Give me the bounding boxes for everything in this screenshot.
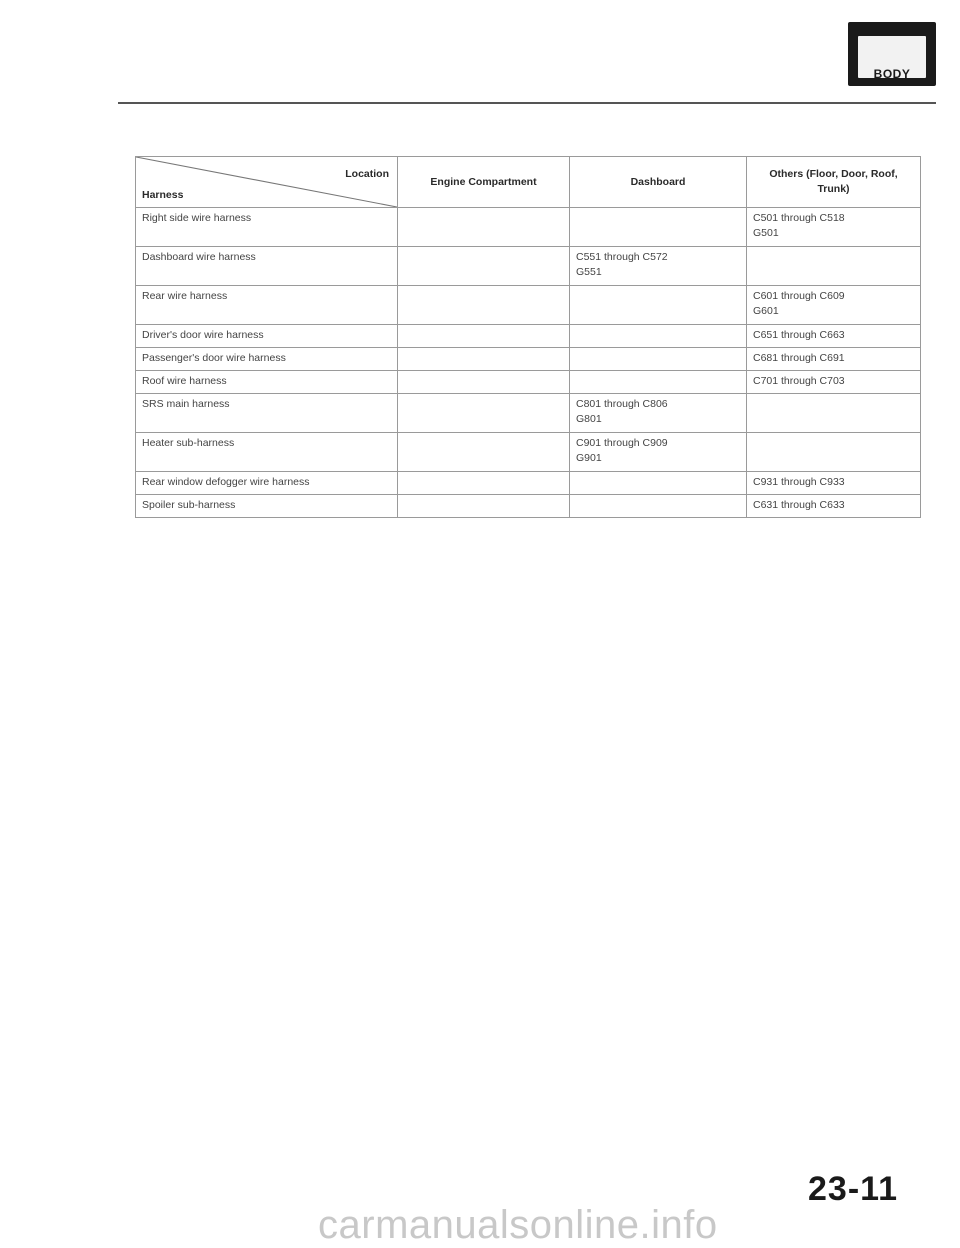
- others-connector-text: C681 through C691: [753, 352, 845, 364]
- table-row: [136, 495, 921, 518]
- harness-name-cell: Rear window defogger wire harness: [136, 472, 398, 495]
- dashboard-cell: [570, 394, 747, 433]
- header-location: Location: [345, 168, 389, 180]
- harness-location-table: [135, 156, 921, 518]
- harness-name-cell: Dashboard wire harness: [136, 247, 398, 286]
- engine-cell: [398, 208, 570, 247]
- others-connector-text: C651 through C663: [753, 329, 845, 341]
- table-row: [136, 348, 921, 371]
- others-cell: [747, 394, 921, 433]
- table-row: [136, 472, 921, 495]
- battery-body-icon: [848, 22, 936, 86]
- table-header-row: [136, 157, 921, 208]
- dashboard-cell: [570, 286, 747, 325]
- others-connector-text: G501: [753, 227, 779, 239]
- table-row: [136, 433, 921, 472]
- dashboard-cell: [570, 495, 747, 518]
- section-label: BODY: [873, 67, 911, 81]
- engine-cell: [398, 325, 570, 348]
- harness-name-cell: SRS main harness: [136, 394, 398, 433]
- harness-name-cell: Heater sub-harness: [136, 433, 398, 472]
- dashboard-connector-text: C901 through C909: [576, 437, 668, 449]
- others-connector-text: C701 through C703: [753, 375, 845, 387]
- page-number: 23-11: [808, 1170, 899, 1208]
- others-connector-text: C501 through C518: [753, 212, 845, 224]
- engine-cell: [398, 247, 570, 286]
- dashboard-cell: [570, 371, 747, 394]
- header-dashboard: Dashboard: [570, 157, 747, 208]
- table-row: [136, 208, 921, 247]
- dashboard-cell: [570, 208, 747, 247]
- others-connector-text: G601: [753, 305, 779, 317]
- header-others: Others (Floor, Door, Roof, Trunk): [747, 157, 921, 208]
- others-cell: [747, 325, 921, 348]
- dashboard-cell: [570, 325, 747, 348]
- others-cell: [747, 495, 921, 518]
- header-harness: Harness: [142, 189, 184, 201]
- plus-sign: +: [900, 35, 911, 55]
- others-connector-text: C601 through C609: [753, 290, 845, 302]
- minus-sign: −: [870, 34, 882, 56]
- others-cell: [747, 208, 921, 247]
- engine-cell: [398, 394, 570, 433]
- table-row: [136, 394, 921, 433]
- table-row: [136, 286, 921, 325]
- dashboard-connector-text: G801: [576, 413, 602, 425]
- others-cell: [747, 247, 921, 286]
- engine-cell: [398, 472, 570, 495]
- dashboard-connector-text: G901: [576, 452, 602, 464]
- others-cell: [747, 472, 921, 495]
- harness-name-cell: Rear wire harness: [136, 286, 398, 325]
- engine-cell: [398, 433, 570, 472]
- table-row: [136, 247, 921, 286]
- table-row: [136, 371, 921, 394]
- dashboard-cell: [570, 433, 747, 472]
- engine-cell: [398, 286, 570, 325]
- dashboard-connector-text: C801 through C806: [576, 398, 668, 410]
- others-cell: [747, 371, 921, 394]
- dashboard-cell: [570, 348, 747, 371]
- harness-name-cell: Right side wire harness: [136, 208, 398, 247]
- engine-cell: [398, 348, 570, 371]
- harness-name-cell: Driver's door wire harness: [136, 325, 398, 348]
- header-location-harness: [136, 157, 398, 208]
- dashboard-cell: [570, 247, 747, 286]
- others-cell: [747, 348, 921, 371]
- others-connector-text: C931 through C933: [753, 476, 845, 488]
- header-engine-compartment: Engine Compartment: [398, 157, 570, 208]
- others-connector-text: C631 through C633: [753, 499, 845, 511]
- dashboard-connector-text: G551: [576, 266, 602, 278]
- dashboard-connector-text: C551 through C572: [576, 251, 668, 263]
- battery-body-label-panel: [858, 36, 926, 81]
- harness-name-cell: Spoiler sub-harness: [136, 495, 398, 518]
- engine-cell: [398, 495, 570, 518]
- header-divider: [118, 102, 936, 104]
- watermark: carmanualsonline.info: [318, 1203, 718, 1247]
- others-cell: [747, 286, 921, 325]
- others-cell: [747, 433, 921, 472]
- harness-name-cell: Roof wire harness: [136, 371, 398, 394]
- harness-name-cell: Passenger's door wire harness: [136, 348, 398, 371]
- engine-cell: [398, 371, 570, 394]
- dashboard-cell: [570, 472, 747, 495]
- table-row: [136, 325, 921, 348]
